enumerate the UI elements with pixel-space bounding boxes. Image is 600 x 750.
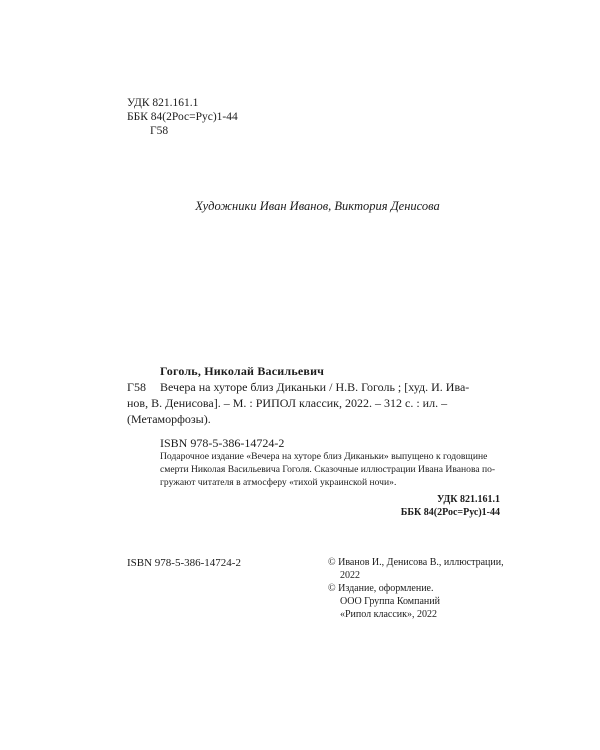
annotation-line-2: смерти Николая Васильевича Гоголя. Сказочные иллюстрации Ивана Иванова по- [160, 464, 496, 475]
artists-credit: Художники Иван Иванов, Виктория Денисова [195, 199, 440, 213]
classification-codes-right [401, 493, 500, 519]
catalog-author-mark: Г58 [127, 380, 146, 394]
udk-code-right: УДК 821.161.1 [437, 494, 500, 505]
annotation-line-3: гружают читателя в атмосферу «тихой украинской ночи». [160, 477, 397, 488]
copyright-line-1: © Иванов И., Денисова В., иллюстрации, [328, 557, 504, 568]
annotation [160, 450, 500, 489]
classification-codes-top [127, 96, 238, 138]
annotation-line-1: Подарочное издание «Вечера на хуторе близ Диканьки» выпущено к годовщине [160, 451, 488, 462]
copyright-line-2: 2022 [340, 570, 360, 581]
bbk-code: ББК 84(2Рос=Рус)1-44 [127, 111, 238, 123]
copyright-line-5: «Рипол классик», 2022 [340, 609, 437, 620]
udk-code: УДК 821.161.1 [127, 97, 199, 109]
author-heading: Гоголь, Николай Васильевич [160, 364, 325, 378]
isbn-bottom: ISBN 978-5-386-14724-2 [127, 557, 241, 569]
author-mark: Г58 [150, 125, 169, 137]
copyright-block [328, 556, 508, 621]
description-line-3: (Метаморфозы). [127, 412, 211, 426]
description-line-2: нов, В. Денисова]. – М. : РИПОЛ классик, 2022. – 312 с. : ил. – [127, 396, 448, 410]
copyright-line-4: ООО Группа Компаний [340, 596, 440, 607]
catalog-isbn: ISBN 978-5-386-14724-2 [160, 436, 285, 450]
description-line-1: Г58 Вечера на хуторе близ Диканьки / Н.В. Гоголь ; [худ. И. Ива- [127, 380, 470, 394]
copyright-line-3: © Издание, оформление. [328, 583, 434, 594]
catalog-card [127, 363, 500, 451]
bbk-code-right: ББК 84(2Рос=Рус)1-44 [400, 507, 500, 518]
